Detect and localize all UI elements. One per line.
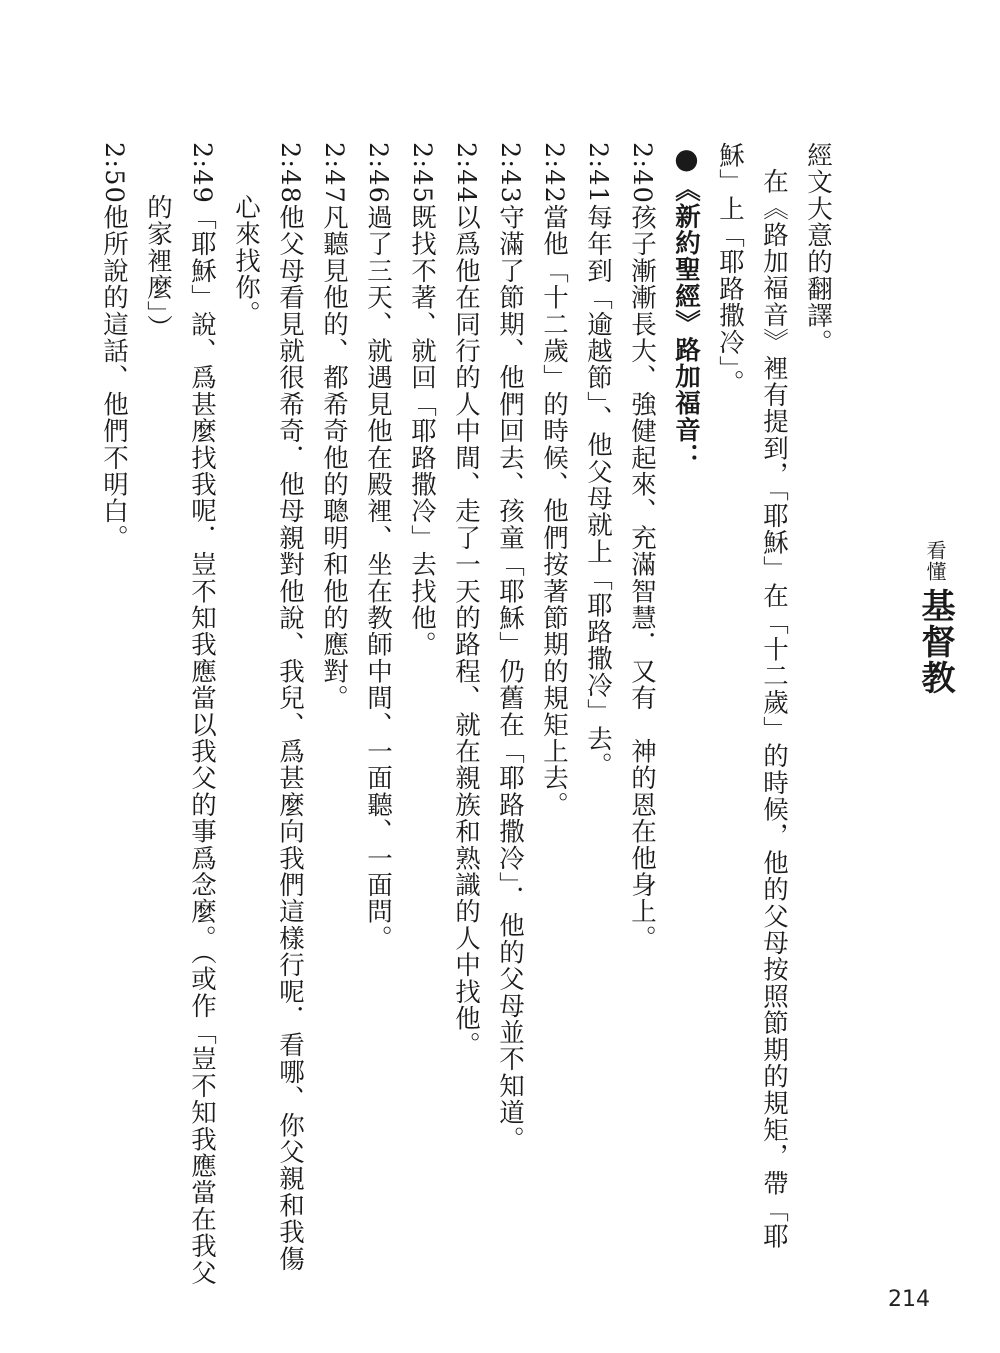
verse-continuation: 的家裡麼」） — [143, 194, 173, 342]
section-heading-text: 《新約聖經》路加福音： — [671, 176, 701, 470]
verse-line: 2:44以爲他在同行的人中間、走了一天的路程、就在親族和熟識的人中找他。 — [451, 142, 481, 1059]
bullet-icon: ● — [670, 142, 703, 177]
verse-line: 2:41每年到「逾越節」、他父母就上「耶路撒冷」去。 — [583, 142, 613, 779]
intro-paragraph-line: 穌」上「耶路撒冷」。 — [715, 142, 745, 397]
intro-paragraph-line: 在《路加福音》裡有提到，「耶穌」在「十二歲」的時候，他的父母按照節期的規矩，帶「耶 — [759, 168, 789, 1250]
verse-line: 2:49「耶穌」說、爲甚麼找我呢．豈不知我應當以我父的事爲念麼。（或作「豈不知我應當在我父 — [187, 142, 217, 1287]
verse-line: 2:45既找不著、就回「耶路撒冷」去找他。 — [407, 142, 437, 658]
section-heading — [664, 142, 708, 1262]
series-title-small: 看懂 — [923, 540, 947, 582]
series-title-big: 基督教 — [915, 588, 955, 696]
verse-line: 2:50他所說的這話、他們不明白。 — [99, 142, 129, 552]
verse-line: 2:40孩子漸漸長大、強健起來、充滿智慧．又有 神的恩在他身上。 — [627, 142, 657, 952]
intro-title: 經文大意的翻譯。 — [803, 142, 833, 356]
verse-line: 2:46過了三天、就遇見他在殿裡、坐在教師中間、一面聽、一面問。 — [363, 142, 393, 952]
page-body — [92, 142, 840, 1287]
verse-continuation: 心來找你。 — [231, 194, 261, 328]
verse-line: 2:48他父母看見就很希奇．他母親對他說、我兒、爲甚麼向我們這樣行呢．看哪、你父親和我傷 — [275, 142, 305, 1273]
running-header — [905, 540, 965, 700]
verse-line: 2:43守滿了節期、他們回去、孩童「耶穌」仍舊在「耶路撒冷」．他的父母並不知道。 — [495, 142, 525, 1153]
verse-line: 2:42當他「十二歲」的時候、他們按著節期的規矩上去。 — [539, 142, 569, 819]
verse-line: 2:47凡聽見他的、都希奇他的聰明和他的應對。 — [319, 142, 349, 712]
page-number: 214 — [888, 1287, 930, 1312]
